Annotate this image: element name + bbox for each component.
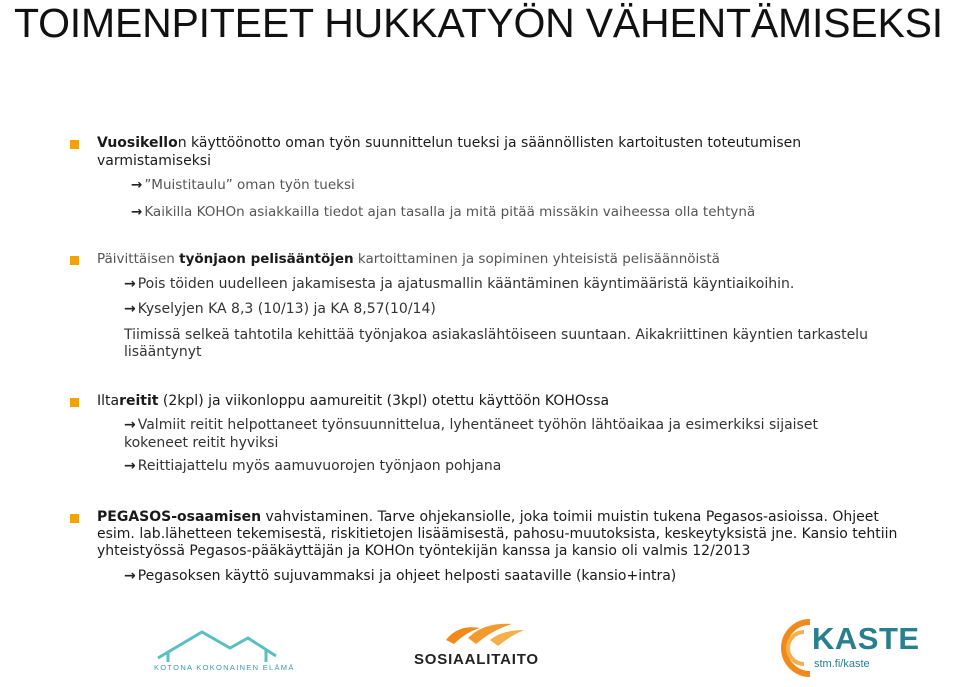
reitit-bold: reitit	[119, 393, 159, 409]
section3-arrow2	[124, 458, 501, 475]
section2-line5: lisääntynyt	[124, 344, 202, 360]
kotona-logo-text: KOTONA KOKONAINEN ELÄMÄ	[154, 663, 295, 672]
sosiaalitaito-logo	[410, 618, 555, 673]
kotona-logo	[150, 626, 295, 676]
arrow-right-icon: →	[124, 276, 136, 292]
kaste-arc-icon	[776, 618, 816, 678]
section2-arrow2-text: Kyselyjen KA 8,3 (10/13) ja KA 8,57(10/14)	[137, 301, 436, 317]
section3-line1-pre: Ilta	[97, 393, 120, 409]
section1-line1-text: n käyttöönotto oman työn suunnittelun tueksi ja säännöllisten kartoitusten toteutumisen	[177, 135, 802, 151]
section4-arrow1-text: Pegasoksen käyttö sujuvammaksi ja ohjeet helposti saataville (kansio+intra)	[137, 568, 677, 584]
section2-line4: Tiimissä selkeä tahtotila kehittää työnjakoa asiakaslähtöiseen suuntaan. Aikakriittinen käyntien tarkastelu	[124, 327, 868, 343]
section2-arrow1-text: Pois töiden uudelleen jakamisesta ja ajatusmallin kääntäminen käyntimääristä käyntiaikoihin.	[137, 276, 795, 292]
section3-line3: kokeneet reitit hyviksi	[124, 435, 279, 451]
page-title: TOIMENPITEET HUKKATYÖN VÄHENTÄMISEKSI	[14, 0, 943, 46]
arrow-right-icon: →	[124, 568, 136, 584]
section1-arrow2-text: Kaikilla KOHOn asiakkailla tiedot ajan tasalla ja mitä pitää missäkin vaiheessa olla tehtynä	[144, 204, 756, 220]
house-outline-icon	[150, 626, 290, 664]
section2-line1-post: kartoittaminen ja sopiminen yhteisistä pelisäännöistä	[353, 251, 720, 267]
section2-arrow1	[124, 276, 794, 293]
section4-arrow1	[124, 568, 676, 585]
pegasos-bold: PEGASOS-osaamisen	[97, 509, 262, 525]
square-bullet-icon	[70, 256, 79, 265]
square-bullet-icon	[70, 514, 79, 523]
vuosikello-bold: Vuosikello	[97, 135, 178, 151]
section1-line1	[97, 135, 801, 152]
section4-line3: yhteistyössä Pegasos-pääkäyttäjän ja KOHOn työntekijän kanssa ja kansio oli valmis 12/2013	[97, 543, 751, 559]
square-bullet-icon	[70, 398, 79, 407]
section3-arrow1-text: Valmiit reitit helpottaneet työnsuunnittelua, lyhentäneet työhön lähtöaikaa ja esimerkiksi sijaiset	[137, 417, 818, 433]
kaste-logo-url: stm.fi/kaste	[814, 658, 870, 670]
section4-line1	[97, 509, 879, 526]
section1-arrow1-text: ”Muistitaulu” oman työn tueksi	[144, 177, 355, 193]
section3-arrow1	[124, 417, 818, 434]
section4-line2: esim. lab.lähetteen tekemisestä, riskitietojen lisäämisestä, pahosu-muutoksista, keskeytyksistä jne. Kansio tehtiin	[97, 526, 898, 542]
section2-line1	[97, 251, 720, 268]
section1-arrow2	[131, 204, 755, 221]
arrow-right-icon: →	[124, 301, 136, 317]
tyonjaon-bold: työnjaon pelisääntöjen	[179, 251, 354, 267]
section2-arrow2	[124, 301, 436, 318]
section1-arrow1	[131, 177, 355, 194]
section4-line1-post: vahvistaminen. Tarve ohjekansiolle, joka toimii muistin tukena Pegasos-asioissa. Ohjeet	[261, 509, 879, 525]
sosiaalitaito-logo-text: SOSIAALITAITO	[414, 651, 539, 668]
arrow-right-icon: →	[131, 204, 143, 220]
section2-line1-pre: Päivittäisen	[97, 251, 180, 267]
kaste-logo-name: KASTE	[812, 621, 920, 656]
swoosh-logo-icon	[440, 618, 530, 648]
arrow-right-icon: →	[124, 458, 136, 474]
section3-line1-post: (2kpl) ja viikonloppu aamureitit (3kpl) otettu käyttöön KOHOssa	[158, 393, 610, 409]
arrow-right-icon: →	[124, 417, 136, 433]
section1-line2: varmistamiseksi	[97, 153, 211, 169]
section3-line1	[97, 393, 609, 410]
kaste-logo	[776, 618, 946, 678]
section3-arrow2-text: Reittiajattelu myös aamuvuorojen työnjaon pohjana	[137, 458, 502, 474]
square-bullet-icon	[70, 140, 79, 149]
arrow-right-icon: →	[131, 177, 143, 193]
